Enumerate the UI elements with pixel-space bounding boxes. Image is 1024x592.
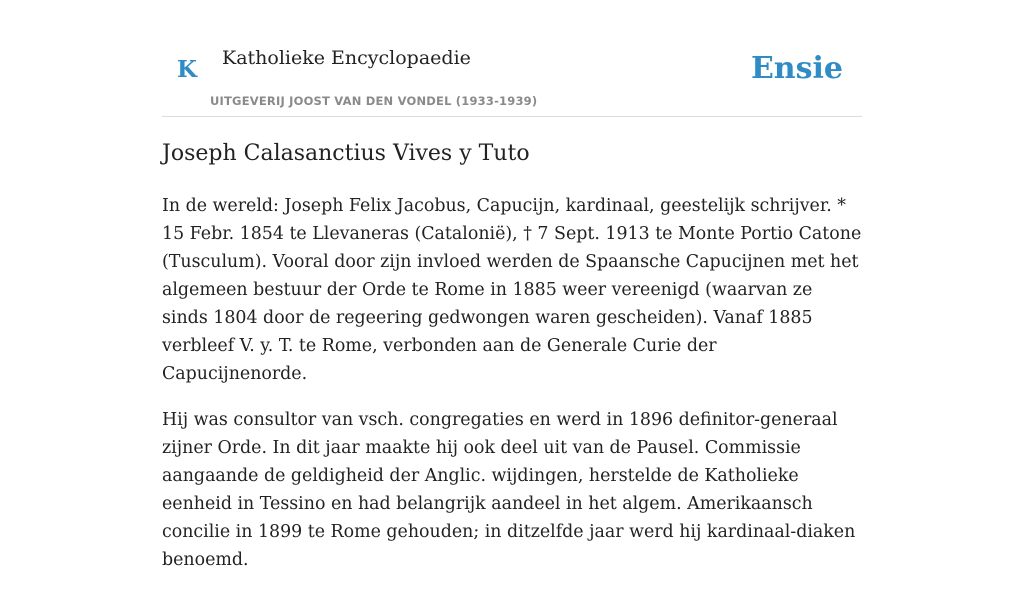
site-header	[162, 0, 862, 117]
article-paragraph: Hij was consultor van vsch. congregaties en werd in 1896 definitor-generaal zijner Orde. In dit jaar maakte hij ook deel uit van de Pausel. Commissie aangaande de geldigheid der Anglic. wijdingen, herstelde de Katholieke eenheid in Tessino en had belangrijk aandeel in het algem. Amerikaansch concilie in 1899 te Rome gehouden; in ditzelfde jaar werd hij kardinaal-diaken benoemd.	[162, 410, 856, 570]
article-body	[162, 192, 862, 574]
book-logo[interactable]: K	[177, 56, 197, 83]
ensie-logo[interactable]: Ensie	[750, 51, 843, 86]
article	[162, 138, 862, 592]
article-title: Joseph Calasanctius Vives y Tuto	[162, 141, 530, 166]
publisher-label: UITGEVERIJ JOOST VAN DEN VONDEL (1933-1939)	[210, 94, 538, 108]
article-paragraph: In de wereld: Joseph Felix Jacobus, Capucijn, kardinaal, geestelijk schrijver. * 15 Febr. 1854 te Llevaneras (Catalonië), † 7 Sept. 1913 te Monte Portio Catone (Tusculum). Vooral door zijn invloed werden de Spaansche Capucijnen met het algemeen bestuur der Orde te Rome in 1885 weer vereenigd (waarvan ze sinds 1804 door de regeering gedwongen waren gescheiden). Vanaf 1885 verbleef V. y. T. te Rome, verbonden aan de Generale Curie der Capucijnenorde.	[162, 196, 862, 384]
book-title-link[interactable]: Katholieke Encyclopaedie	[222, 47, 471, 69]
